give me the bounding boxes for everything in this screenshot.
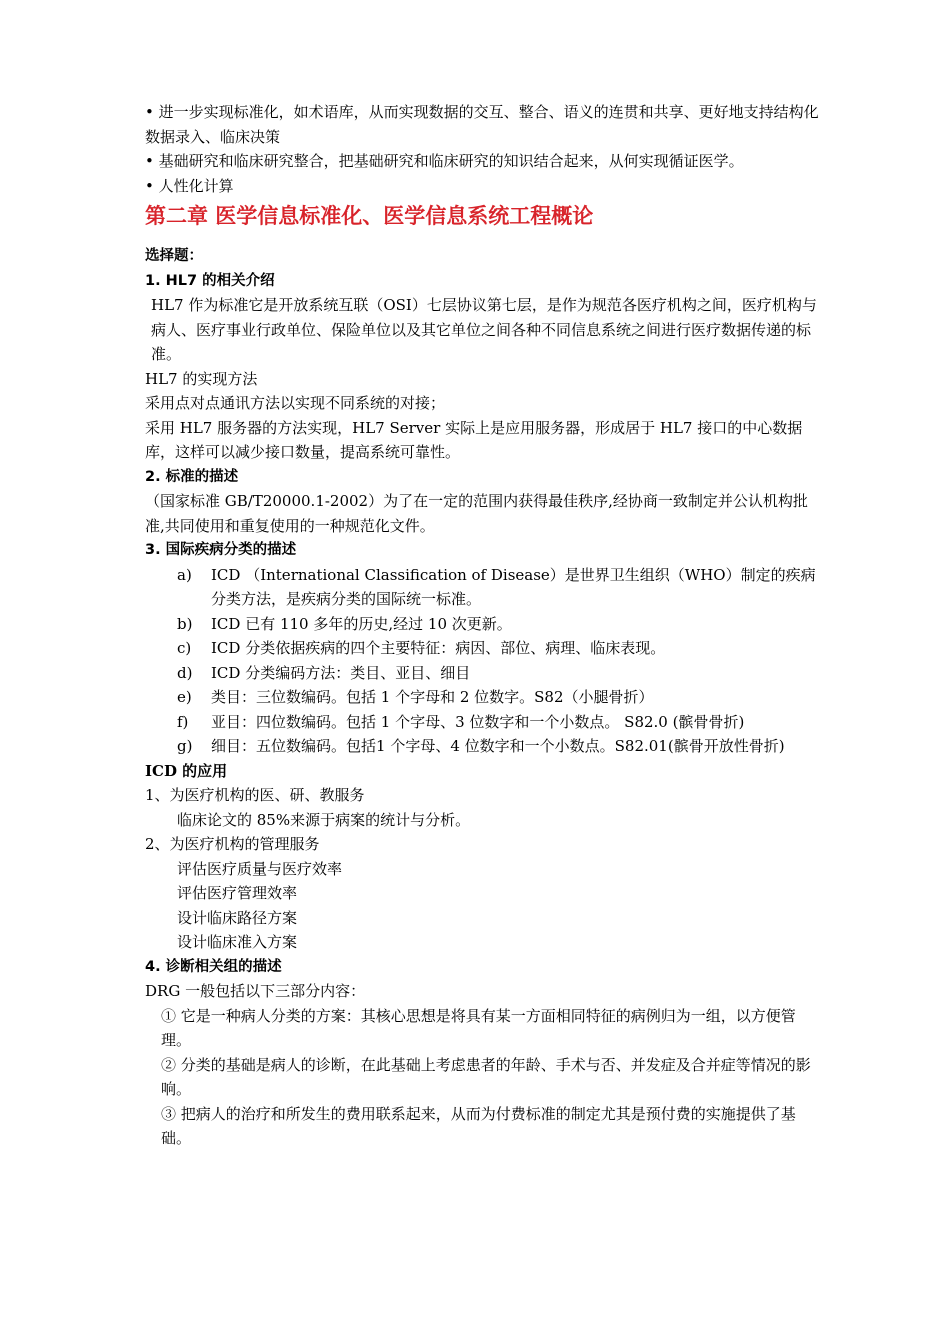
hl7-paragraph: HL7 作为标准它是开放系统互联（OSI）七层协议第七层，是作为规范各医疗机构之间，医疗机构与病人、医疗事业行政单位、保险单位以及其它单位之间各种不同信息系统之间进行医疗数据传递的标准。 bbox=[151, 296, 817, 363]
icd-application-2-sub: 评估医疗管理效率 bbox=[177, 884, 298, 902]
icd-application-2: 2、为医疗机构的管理服务 bbox=[145, 835, 320, 853]
list-item: d) ICD 分类编码方法：类目、亚目、细目 bbox=[177, 663, 471, 682]
hl7-method-2: 采用 HL7 服务器的方法实现，HL7 Server 实际上是应用服务器，形成居于 HL7 接口的中心数据库，这样可以减少接口数量，提高系统可靠性。 bbox=[145, 418, 803, 461]
intro-bullet-2: • 基础研究和临床研究整合，把基础研究和临床研究的知识结合起来，从何实现循证医学。 bbox=[145, 152, 744, 170]
heading-standard: 2. 标准的描述 bbox=[145, 468, 239, 485]
list-item: a) ICD （International Classification of Disease）是世界卫生组织（WHO）制定的疾病分类方法，是疾病分类的国际统一标准。 bbox=[177, 565, 816, 608]
heading-hl7: 1. HL7 的相关介绍 bbox=[145, 272, 275, 289]
drg-intro: DRG 一般包括以下三部分内容： bbox=[145, 982, 366, 1000]
document-page bbox=[145, 100, 825, 1151]
hl7-method-title: HL7 的实现方法 bbox=[145, 369, 258, 388]
list-item: f) 亚目：四位数编码。包括 1 个字母、3 位数字和一个小数点。 S82.0 (髌骨骨折) bbox=[177, 712, 745, 731]
drg-point-3: ③ 把病人的治疗和所发生的费用联系起来，从而为付费标准的制定尤其是预付费的实施提供了基础。 bbox=[161, 1104, 796, 1147]
icd-application-2-sub: 评估医疗质量与医疗效率 bbox=[177, 859, 343, 878]
drg-point-1: ① 它是一种病人分类的方案：其核心思想是将具有某一方面相同特征的病例归为一组，以方便管理。 bbox=[161, 1006, 796, 1049]
list-item: b) ICD 已有 110 多年的历史,经过 10 次更新。 bbox=[177, 614, 512, 633]
intro-bullet-1: • 进一步实现标准化，如术语库，从而实现数据的交互、整合、语义的连贯和共享、更好地支持结构化数据录入、临床决策 bbox=[145, 103, 819, 146]
list-item: e) 类目：三位数编码。包括 1 个字母和 2 位数字。S82（小腿骨折） bbox=[177, 688, 654, 706]
icd-application-1: 1、为医疗机构的医、研、教服务 bbox=[145, 786, 365, 804]
heading-icd: 3. 国际疾病分类的描述 bbox=[145, 542, 297, 558]
chapter-title: 第二章 医学信息标准化、医学信息系统工程概论 bbox=[145, 204, 594, 228]
list-item: c) ICD 分类依据疾病的四个主要特征：病因、部位、病理、临床表现。 bbox=[177, 639, 666, 657]
standard-paragraph: （国家标准 GB/T20000.1-2002）为了在一定的范围内获得最佳秩序,经协商一致制定并公认机构批准,共同使用和重复使用的一种规范化文件。 bbox=[145, 492, 808, 535]
heading-drg: 4. 诊断相关组的描述 bbox=[145, 958, 282, 975]
icd-application-title: ICD 的应用 bbox=[145, 761, 228, 780]
section-label: 选择题： bbox=[145, 248, 203, 264]
drg-point-2: ② 分类的基础是病人的诊断，在此基础上考虑患者的年龄、手术与否、并发症及合并症等情况的影响。 bbox=[161, 1055, 811, 1098]
list-item: g) 细目：五位数编码。包括1 个字母、4 位数字和一个小数点。S82.01(髌骨开放性骨折) bbox=[177, 737, 785, 755]
icd-application-2-sub: 设计临床路径方案 bbox=[177, 908, 298, 927]
icd-application-1-sub: 临床论文的 85%来源于病案的统计与分析。 bbox=[177, 810, 471, 829]
icd-list bbox=[145, 563, 825, 759]
intro-bullet-3: • 人性化计算 bbox=[145, 176, 234, 195]
icd-application-2-sub: 设计临床准入方案 bbox=[177, 933, 298, 951]
hl7-method-1: 采用点对点通讯方法以实现不同系统的对接； bbox=[145, 394, 446, 412]
